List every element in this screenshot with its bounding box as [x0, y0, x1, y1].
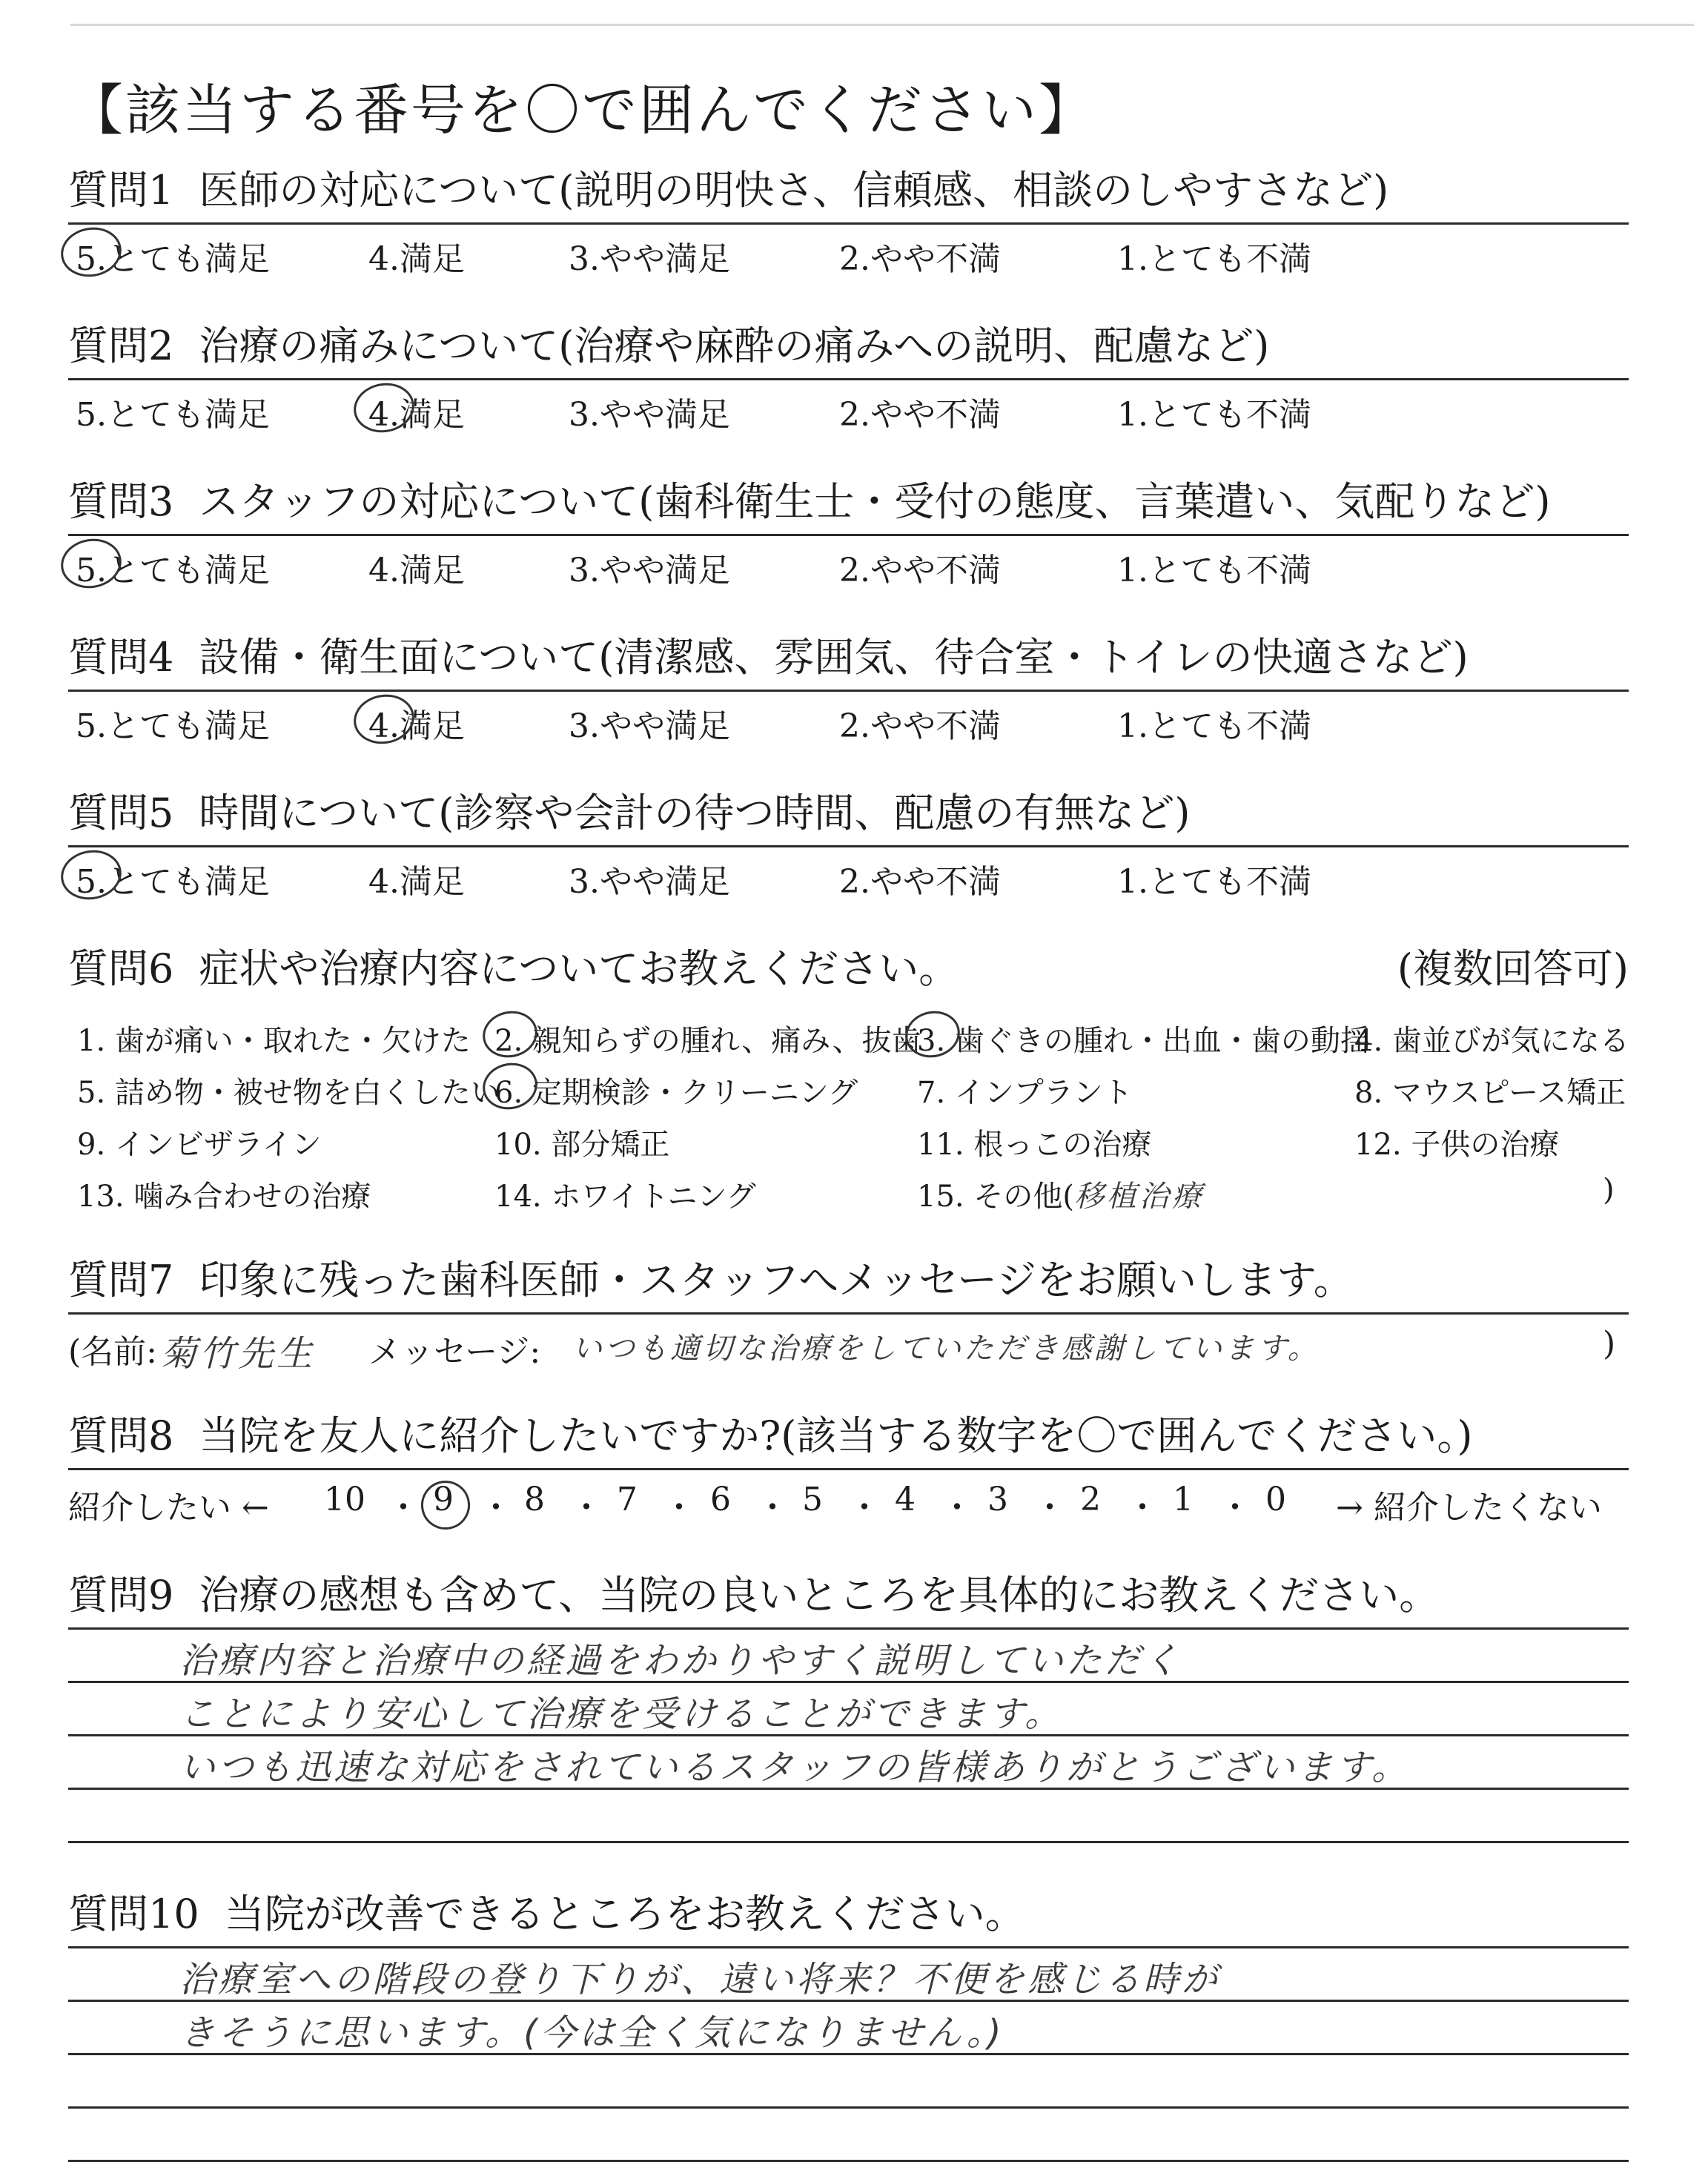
option-1[interactable]: 1.とても不満 — [1117, 863, 1311, 901]
symptom-option-11[interactable]: 11. 根っこの治療 — [917, 1128, 1152, 1162]
question-text: 症状や治療内容についてお教えください。 — [199, 945, 959, 992]
scale-0[interactable]: 0 — [1265, 1481, 1286, 1518]
question-8 — [68, 1412, 1629, 1533]
option-4[interactable]: 4.満足 — [368, 552, 465, 589]
scale-separator: ・ — [387, 1489, 420, 1527]
question-3 — [68, 478, 1629, 589]
message-handwritten: いつも適切な治療をしていただき感謝しています。 — [572, 1332, 1320, 1366]
symptom-option-6[interactable]: 6. 定期検診・クリーニング — [494, 1069, 858, 1111]
answer-handwritten-line-1: 治療内容と治療中の経過をわかりやすく説明していただく — [179, 1640, 1182, 1682]
answer-handwritten-line-1: 治療室への階段の登り下りが、遠い将来？不便を感じる時が — [179, 1959, 1221, 2000]
answer-rule — [68, 2106, 1629, 2109]
question-number: 質問1 — [68, 167, 174, 214]
symptom-options — [68, 1002, 1629, 1225]
message-close-paren: ) — [1603, 1325, 1616, 1363]
question-1 — [68, 167, 1629, 278]
option-2[interactable]: 2.やや不満 — [839, 552, 1001, 589]
scale-separator: ・ — [848, 1489, 881, 1527]
answer-rule — [68, 1946, 1629, 1948]
option-5[interactable]: 5.とても満足 — [76, 543, 270, 591]
scale-3[interactable]: 3 — [987, 1481, 1008, 1518]
question-number: 質問4 — [68, 634, 174, 681]
scale-separator: ・ — [570, 1489, 603, 1527]
name-handwritten: 菊竹先生 — [161, 1333, 316, 1375]
option-2[interactable]: 2.やや不満 — [839, 396, 1001, 434]
question-text: 当院が改善できるところをお教えください。 — [224, 1891, 1025, 1937]
option-1[interactable]: 1.とても不満 — [1117, 707, 1311, 745]
question-text: 設備・衛生面について(清潔感、雰囲気、待合室・トイレの快適さなど) — [199, 634, 1469, 681]
question-rule — [68, 1312, 1629, 1315]
option-4[interactable]: 4.満足 — [368, 388, 465, 435]
option-5[interactable]: 5.とても満足 — [76, 232, 270, 280]
symptom-option-3[interactable]: 3. 歯ぐきの腫れ・出血・歯の動揺 — [917, 1017, 1370, 1059]
symptom-option-7[interactable]: 7. インプラント — [917, 1076, 1133, 1110]
question-text: スタッフの対応について(歯科衛生士・受付の態度、言葉遣い、気配りなど) — [199, 478, 1551, 525]
option-3[interactable]: 3.やや満足 — [569, 707, 730, 745]
option-3[interactable]: 3.やや満足 — [569, 396, 730, 434]
name-label: (名前: — [68, 1333, 157, 1371]
question-text: 治療の感想も含めて、当院の良いところを具体的にお教えください。 — [199, 1572, 1440, 1619]
question-rule — [68, 845, 1629, 847]
question-rule — [68, 690, 1629, 692]
symptom-option-8[interactable]: 8. マウスピース矯正 — [1354, 1076, 1626, 1110]
option-3[interactable]: 3.やや満足 — [569, 863, 730, 901]
symptom-option-13[interactable]: 13. 噛み合わせの治療 — [77, 1180, 371, 1214]
option-5[interactable]: 5.とても満足 — [76, 707, 270, 745]
option-2[interactable]: 2.やや不満 — [839, 240, 1001, 278]
option-3[interactable]: 3.やや満足 — [569, 240, 730, 278]
scale-separator: ・ — [1126, 1489, 1159, 1527]
rating-options — [68, 388, 1629, 432]
scale-8[interactable]: 8 — [524, 1481, 545, 1518]
question-number: 質問5 — [68, 790, 174, 836]
message-label: メッセージ: — [368, 1333, 541, 1371]
symptom-option-12[interactable]: 12. 子供の治療 — [1354, 1128, 1560, 1162]
form-title: 【該当する番号を〇で囲んでください】 — [68, 79, 1096, 142]
question-number: 質問3 — [68, 478, 174, 525]
question-text: 治療の痛みについて(治療や麻酔の痛みへの説明、配慮など) — [199, 323, 1270, 369]
page-top-rule — [70, 24, 1694, 26]
scale-separator: ・ — [941, 1489, 973, 1527]
answer-rule — [68, 1627, 1629, 1630]
symptom-option-14[interactable]: 14. ホワイトニング — [494, 1180, 756, 1214]
question-number: 質問6 — [68, 945, 174, 992]
scale-separator: ・ — [1033, 1489, 1066, 1527]
scale-10[interactable]: 10 — [324, 1481, 365, 1518]
symptom-option-15[interactable]: 15. その他(移植治療 — [917, 1180, 1205, 1214]
scale-5[interactable]: 5 — [802, 1481, 823, 1518]
rating-options — [68, 699, 1629, 744]
scale-1[interactable]: 1 — [1173, 1481, 1194, 1518]
option-2[interactable]: 2.やや不満 — [839, 863, 1001, 901]
question-rule — [68, 534, 1629, 536]
symptom-option-4[interactable]: 4. 歯並びが気になる — [1354, 1024, 1629, 1058]
option-1[interactable]: 1.とても不満 — [1117, 552, 1311, 589]
answer-handwritten-line-3: いつも迅速な対応をされているスタッフの皆様ありがとうございます。 — [179, 1747, 1411, 1788]
option-4[interactable]: 4.満足 — [368, 699, 465, 747]
recommend-left-label: 紹介したい ← — [68, 1489, 269, 1527]
option-1[interactable]: 1.とても不満 — [1117, 240, 1311, 278]
answer-handwritten-line-2: きそうに思います。(今は全く気になりません。) — [179, 2012, 1004, 2054]
symptom-option-5[interactable]: 5. 詰め物・被せ物を白くしたい — [77, 1076, 500, 1110]
option-2[interactable]: 2.やや不満 — [839, 707, 1001, 745]
scale-separator: ・ — [663, 1489, 695, 1527]
scale-7[interactable]: 7 — [617, 1481, 638, 1518]
question-rule — [68, 222, 1629, 225]
scale-separator: ・ — [1219, 1489, 1251, 1527]
option-1[interactable]: 1.とても不満 — [1117, 396, 1311, 434]
scale-separator: ・ — [756, 1489, 789, 1527]
multiple-answers-note: (複数回答可) — [1397, 945, 1629, 992]
question-number: 質問8 — [68, 1412, 174, 1459]
question-text: 医師の対応について(説明の明快さ、信頼感、相談のしやすさなど) — [199, 167, 1389, 214]
other-answer-handwritten: 移植治療 — [1073, 1180, 1205, 1214]
answer-handwritten-line-2: ことにより安心して治療を受けることができます。 — [179, 1693, 1064, 1735]
symptom-option-1[interactable]: 1. 歯が痛い・取れた・欠けた — [77, 1024, 471, 1058]
rating-options — [68, 543, 1629, 588]
rating-options — [68, 232, 1629, 277]
scale-2[interactable]: 2 — [1080, 1481, 1101, 1518]
option-5[interactable]: 5.とても満足 — [76, 396, 270, 434]
option-4[interactable]: 4.満足 — [368, 863, 465, 901]
question-number: 質問9 — [68, 1572, 174, 1619]
scale-4[interactable]: 4 — [895, 1481, 916, 1518]
option-5[interactable]: 5.とても満足 — [76, 855, 270, 902]
question-number: 質問7 — [68, 1257, 174, 1303]
other-close-paren: ) — [1603, 1173, 1615, 1207]
option-4[interactable]: 4.満足 — [368, 240, 465, 278]
question-text: 時間について(診察や会計の待つ時間、配慮の有無など) — [199, 790, 1191, 836]
question-number: 質問10 — [68, 1891, 199, 1937]
question-7 — [68, 1257, 1629, 1377]
question-rule — [68, 1468, 1629, 1470]
question-4 — [68, 634, 1629, 745]
question-6 — [68, 945, 1629, 1225]
scale-6[interactable]: 6 — [710, 1481, 731, 1518]
recommend-scale: 紹介したい ← 10 ・ 9 ・ 8 ・ 7 ・ 6 ・ 5 ・ 4 ・ 3 ・ 2 ・ 1 ・ 0 → 紹介したくない — [68, 1481, 1629, 1533]
rating-options — [68, 855, 1629, 899]
question-5 — [68, 790, 1629, 901]
question-2 — [68, 323, 1629, 434]
question-10 — [68, 1891, 1629, 2054]
symptom-option-2[interactable]: 2. 親知らずの腫れ、痛み、抜歯 — [494, 1017, 921, 1059]
question-text: 印象に残った歯科医師・スタッフへメッセージをお願いします。 — [199, 1257, 1354, 1303]
symptom-option-10[interactable]: 10. 部分矯正 — [494, 1128, 670, 1162]
question-9 — [68, 1572, 1629, 1788]
question-number: 質問2 — [68, 323, 174, 369]
symptom-option-9[interactable]: 9. インビザライン — [77, 1128, 322, 1162]
question-text: 当院を友人に紹介したいですか?(該当する数字を〇で囲んでください。) — [199, 1412, 1473, 1459]
message-line — [68, 1325, 1629, 1377]
option-3[interactable]: 3.やや満足 — [569, 552, 730, 589]
question-rule — [68, 378, 1629, 380]
answer-rule — [68, 1841, 1629, 1843]
scale-separator: ・ — [480, 1489, 512, 1527]
recommend-right-label: → 紹介したくない — [1336, 1489, 1602, 1527]
